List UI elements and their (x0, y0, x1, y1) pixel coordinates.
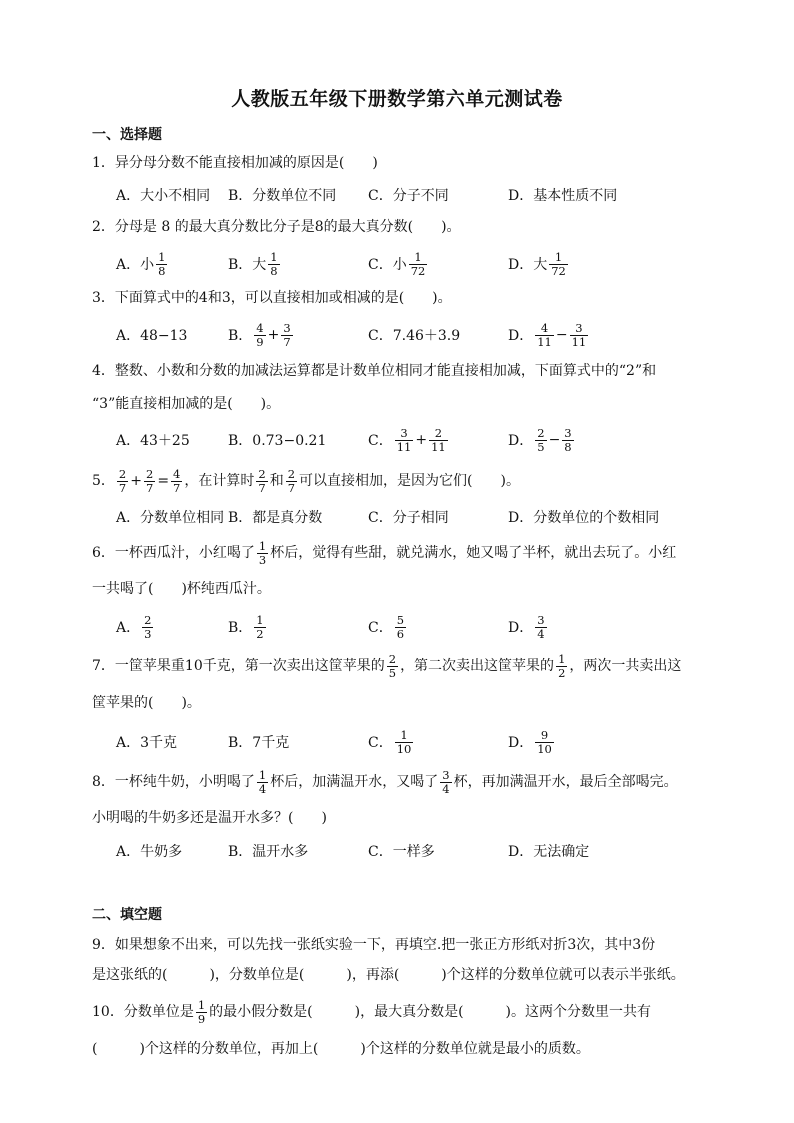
denominator: 11 (396, 439, 412, 454)
fraction (549, 251, 568, 278)
fraction (535, 322, 554, 349)
option-a[interactable]: A．大小不相同 (116, 188, 211, 204)
option-label: D． (508, 620, 534, 636)
denominator: 4 (442, 781, 450, 796)
numerator: 1 (400, 727, 408, 742)
option-a[interactable]: A．48−13 (116, 328, 188, 344)
numerator: 1 (258, 767, 267, 782)
numerator: 3 (442, 767, 450, 782)
question-number: 5． (92, 473, 115, 489)
question-9-text-line1: 9．如果想象不出来，可以先找一张纸实验一下，再填空.把一张正方形纸对折3次，其中3份 (92, 937, 656, 953)
numerator: 2 (434, 425, 443, 440)
question-text: 杯后，觉得有些甜，就兑满水，她又喝了半杯，就出去玩了。小红 (270, 545, 677, 561)
denominator: 7 (118, 480, 127, 495)
question-text: 可以直接相加，是因为它们( )。 (299, 473, 520, 489)
numerator: 3 (564, 425, 572, 440)
question-text: 8．一杯纯牛奶，小明喝了 (92, 774, 255, 790)
option-label: A． (116, 620, 141, 636)
denominator: 9 (256, 334, 264, 349)
option-c[interactable] (368, 244, 429, 284)
operator: + (130, 473, 142, 489)
denominator: 11 (431, 439, 446, 454)
question-3-text: 3．下面算式中的4和3，可以直接相加或相减的是( )。 (92, 290, 452, 306)
fraction (144, 468, 155, 495)
option-label: D． (508, 433, 534, 449)
numerator: 5 (396, 612, 405, 627)
question-text: 杯，再加满温开水，最后全部喝完。 (453, 774, 678, 790)
operator: − (555, 327, 568, 343)
fraction (257, 540, 268, 567)
fraction (171, 468, 182, 495)
numerator: 1 (558, 651, 566, 666)
denominator: 8 (158, 263, 166, 278)
numerator: 2 (144, 612, 152, 627)
question-text: ，在计算时 (184, 473, 255, 489)
numerator: 1 (414, 249, 422, 264)
denominator: 6 (396, 626, 405, 641)
numerator: 1 (256, 612, 264, 627)
denominator: 11 (537, 334, 552, 349)
fraction (196, 999, 207, 1026)
numerator: 1 (270, 249, 278, 264)
question-2-text: 2．分母是 8 的最大真分数比分子是8的最大真分数( )。 (92, 219, 461, 235)
option-b[interactable] (228, 607, 268, 647)
question-9-text-line2: 是这张纸的( )，分数单位是( )，再添( )个这样的分数单位就可以表示半张纸。 (92, 967, 685, 983)
fraction (556, 653, 567, 680)
option-b[interactable]: B．分数单位不同 (228, 188, 337, 204)
fraction (254, 614, 265, 641)
question-10-text-line1 (92, 998, 651, 1026)
fraction (142, 614, 153, 641)
numerator: 1 (197, 997, 206, 1012)
question-10-text-line2: ( )个这样的分数单位，再加上( )个这样的分数单位就是最小的质数。 (92, 1041, 590, 1057)
option-d[interactable] (508, 244, 570, 284)
denominator: 4 (537, 626, 545, 641)
denominator: 7 (283, 334, 291, 349)
numerator: 1 (258, 538, 267, 553)
question-7-options (0, 722, 794, 762)
section-heading-fill: 二、填空题 (92, 907, 162, 923)
fraction (395, 427, 414, 454)
fraction (254, 322, 265, 349)
numerator: 1 (554, 249, 563, 264)
question-1-options (0, 175, 794, 215)
section-heading-choice: 一、选择题 (92, 127, 162, 143)
option-d[interactable] (508, 420, 576, 460)
option-d[interactable] (508, 607, 549, 647)
numerator: 2 (118, 466, 127, 481)
question-7-text-line2: 筐苹果的( )。 (92, 695, 201, 711)
fraction (387, 653, 398, 680)
question-5-text (92, 467, 520, 495)
operator: = (157, 473, 170, 489)
question-4-options (0, 420, 794, 460)
fraction (281, 322, 292, 349)
option-a[interactable] (116, 244, 169, 284)
numerator: 1 (158, 249, 166, 264)
option-label: B． (228, 620, 253, 636)
numerator: 4 (256, 320, 264, 335)
question-3-options (0, 315, 794, 355)
option-d[interactable]: D．分数单位的个数相同 (508, 510, 660, 526)
question-7-text-line1 (92, 652, 681, 680)
question-6-options (0, 607, 794, 647)
denominator: 8 (564, 439, 572, 454)
option-b[interactable]: B．7千克 (228, 735, 290, 751)
option-label: D．大 (508, 257, 548, 273)
denominator: 10 (537, 741, 552, 756)
question-8-text-line2: 小明喝的牛奶多还是温开水多？( ) (92, 810, 327, 826)
denominator: 11 (571, 334, 587, 349)
question-2-options (0, 244, 794, 284)
page-title: 人教版五年级下册数学第六单元测试卷 (231, 88, 563, 110)
option-b[interactable]: B．温开水多 (228, 844, 309, 860)
question-8-options (0, 831, 794, 871)
option-d[interactable] (508, 315, 590, 355)
option-a[interactable]: A．分数单位相同 (116, 510, 225, 526)
option-label: D． (508, 735, 534, 751)
question-text: 和 (269, 473, 284, 489)
fraction (395, 729, 414, 756)
question-text: 的最小假分数是( )，最大真分数是( )。这两个分数里一共有 (209, 1004, 652, 1020)
numerator: 4 (540, 320, 549, 335)
option-label: C．小 (368, 257, 407, 273)
denominator: 5 (388, 665, 397, 680)
denominator: 8 (270, 263, 278, 278)
denominator: 10 (396, 741, 412, 756)
numerator: 2 (537, 425, 545, 440)
denominator: 7 (287, 480, 296, 495)
denominator: 72 (551, 263, 566, 278)
question-4-text-line2: “3”能直接相加减的是( )。 (92, 396, 281, 412)
fraction (535, 729, 554, 756)
fraction (429, 427, 448, 454)
question-text: 10．分数单位是 (92, 1004, 194, 1020)
option-label: D． (508, 328, 534, 344)
fraction (570, 322, 589, 349)
option-d[interactable]: D．无法确定 (508, 844, 590, 860)
option-c[interactable] (368, 722, 415, 762)
numerator: 2 (145, 466, 154, 481)
operator: − (548, 432, 561, 448)
question-text: 7．一筐苹果重10千克，第一次卖出这筐苹果的 (92, 658, 385, 674)
fraction (256, 468, 267, 495)
option-b[interactable] (228, 244, 282, 284)
denominator: 7 (145, 480, 154, 495)
fraction (395, 614, 406, 641)
denominator: 7 (258, 480, 266, 495)
numerator: 3 (283, 320, 291, 335)
numerator: 3 (575, 320, 583, 335)
question-text: ，两次一共卖出这 (569, 658, 682, 674)
option-c[interactable] (368, 607, 408, 647)
fraction (409, 251, 428, 278)
denominator: 4 (258, 781, 267, 796)
fraction (257, 769, 268, 796)
fraction (268, 251, 279, 278)
fraction (156, 251, 167, 278)
denominator: 3 (144, 626, 152, 641)
fraction (117, 468, 128, 495)
fraction (286, 468, 297, 495)
option-a[interactable]: A．43＋25 (116, 433, 190, 449)
fraction (562, 427, 573, 454)
denominator: 3 (258, 552, 267, 567)
option-c[interactable]: C．7.46＋3.9 (368, 328, 461, 344)
fraction (535, 427, 546, 454)
option-label: C． (368, 433, 393, 449)
fraction (440, 769, 451, 796)
question-6-text-line1 (92, 539, 676, 567)
question-6-text-line2: 一共喝了( )杯纯西瓜汁。 (92, 581, 271, 597)
option-label: B．大 (228, 257, 267, 273)
denominator: 72 (410, 263, 426, 278)
question-text: 6．一杯西瓜汁，小红喝了 (92, 545, 255, 561)
denominator: 9 (197, 1011, 206, 1026)
denominator: 7 (173, 480, 181, 495)
option-a[interactable]: A．3千克 (116, 735, 178, 751)
option-b[interactable]: B．0.73−0.21 (228, 433, 327, 449)
numerator: 2 (388, 651, 397, 666)
question-4-text-line1: 4．整数、小数和分数的加减法运算都是计数单位相同才能直接相加减，下面算式中的“2”和 (92, 363, 657, 379)
operator: + (415, 432, 428, 448)
option-c[interactable]: C．分子相同 (368, 510, 449, 526)
option-label: C． (368, 620, 393, 636)
numerator: 4 (173, 466, 181, 481)
option-a[interactable] (116, 607, 155, 647)
numerator: 9 (540, 727, 549, 742)
option-label: B． (228, 328, 253, 344)
question-text: ，第二次卖出这筐苹果的 (400, 658, 555, 674)
denominator: 5 (537, 439, 545, 454)
numerator: 2 (258, 466, 266, 481)
option-label: C． (368, 735, 393, 751)
numerator: 3 (400, 425, 408, 440)
operator: + (267, 327, 280, 343)
option-b[interactable] (228, 315, 295, 355)
numerator: 2 (287, 466, 296, 481)
option-d[interactable] (508, 722, 556, 762)
question-text: 杯后，加满温开水，又喝了 (270, 774, 439, 790)
question-5-options (0, 497, 794, 537)
question-1-text: 1．异分母分数不能直接相加减的原因是( ) (92, 155, 378, 171)
option-d[interactable]: D．基本性质不同 (508, 188, 618, 204)
option-label: A．小 (116, 257, 155, 273)
question-8-text-line1 (92, 768, 678, 796)
option-c[interactable] (368, 420, 450, 460)
option-a[interactable]: A．牛奶多 (116, 844, 183, 860)
denominator: 2 (558, 665, 566, 680)
option-b[interactable]: B．都是真分数 (228, 510, 323, 526)
fraction (535, 614, 546, 641)
denominator: 2 (256, 626, 264, 641)
option-c[interactable]: C．一样多 (368, 844, 435, 860)
numerator: 3 (537, 612, 545, 627)
option-c[interactable]: C．分子不同 (368, 188, 449, 204)
